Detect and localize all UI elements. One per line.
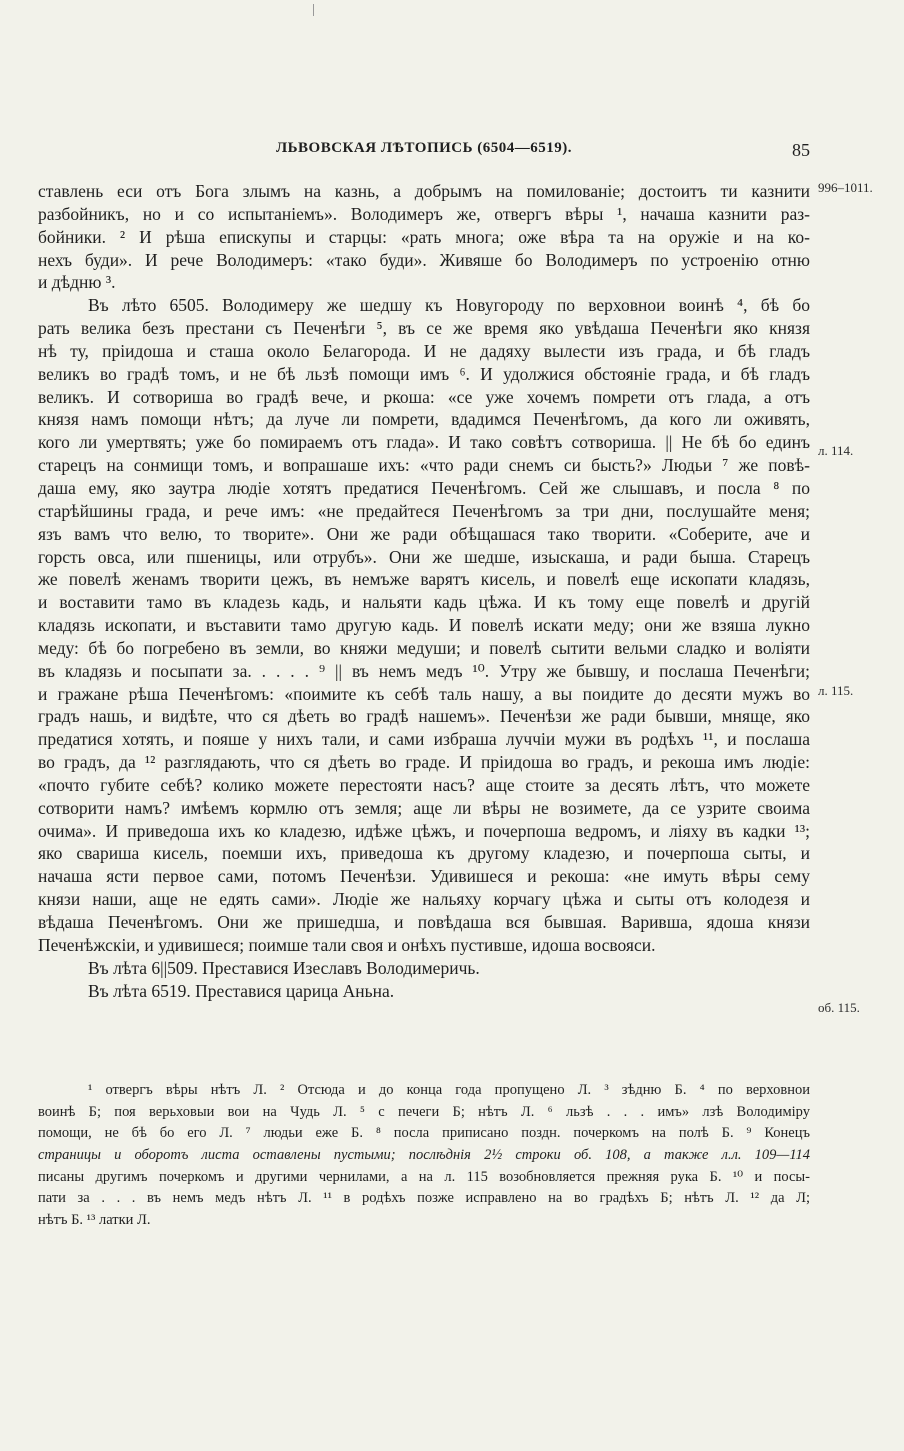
text-line: и гражане рѣша Печенѣгомъ: «поимите къ себѣ таль нашу, а вы поидите до десяти мужъ во <box>38 683 810 704</box>
text-line: Въ лѣто 6505. Володимеру же шедшу къ Новугороду по верховнои воинѣ ⁴, бѣ бо <box>88 295 810 316</box>
footnote-line: ¹ отвергъ вѣры нѣтъ Л. ² Отсюда и до конца года пропущено Л. ³ зѣдню Б. ⁴ по верховнои <box>88 1082 810 1098</box>
footnotes <box>38 1080 810 1232</box>
text-line: Въ лѣта 6||509. Преставися Изеславъ Володимеричь. <box>88 957 480 978</box>
text-line: старѣйшины града, и рече имъ: «не предайтеся Печенѣгомъ за три дни, послушайте меня; <box>38 500 810 521</box>
text-line: яко свариша кисель, поемши ихъ, приведоша къ другому кладезю, и почерпоша сыты, и <box>38 843 810 864</box>
footnote-line: нѣтъ Б. ¹³ латки Л. <box>38 1212 151 1229</box>
text-line: Печенѣжскіи, и удивишеся; поимше тали своя и онѣхъ пустивше, идоша восвояси. <box>38 934 656 955</box>
page-number: 85 <box>792 140 810 160</box>
footnote-line: писаны другимъ почеркомъ и другими чернилами, а на л. 115 возобновляется прежняя рука Б. ¹⁰ и посы- <box>38 1168 810 1185</box>
text-line: вѣдаша Печенѣгомъ. Они же пришедша, и повѣдаша вся бывшая. Варивша, ядоша князи <box>38 912 810 932</box>
text-line: очима». И приведоша ихъ ко кладезю, идѣже цѣжъ, и почерпоша ведромъ, и ліяху въ кадки ¹³; <box>38 820 810 841</box>
footnote-line: пати за . . . въ немъ медъ нѣтъ Л. ¹¹ в родѣхъ позже исправлено на во градѣхъ Б; нѣтъ Л. ¹² да Л; <box>38 1190 810 1207</box>
text-line: язъ вамъ что велю, то творите». Они же ради обѣщашася тако творити. «Соберите, аче и <box>38 523 810 544</box>
text-line: предатися хотять, и пояше у нихъ тали, и сами избраша луччіи мужи въ родѣхъ ¹¹, и послаша <box>38 729 810 750</box>
page-speck <box>313 4 314 16</box>
text-line: бойники. ² И рѣша епискупы и старцы: «рать многа; оже вѣра та на оружіе и на ко- <box>38 226 810 247</box>
text-line: меду: бѣ бо погребено въ земли, во княжи медуши; и повелѣ сытити вельми сладко и воліяти <box>38 637 810 658</box>
margin-note-leaf-115: л. 115. <box>818 683 854 698</box>
text-line: начаша ясти первое сами, потомъ Печенѣзи. Удивишеся и рекоша: «не имуть вѣры сему <box>38 866 810 887</box>
text-line: горсть овса, или пшеницы, или отрубъ». Они же шедше, изыскаша, и ради быша. Старецъ <box>38 546 810 567</box>
text-line: во градъ, да ¹² разглядають, что ся дѣеть во граде. И пріидоша во градъ, и рекоша имъ людіе: <box>38 752 810 773</box>
main-text <box>38 180 810 1002</box>
text-line: въ кладязь и посыпати за. . . . . ⁹ || въ немъ медъ ¹⁰. Утру же бывшу, и послаша Печенѣги; <box>38 660 810 681</box>
running-header: ЛЬВОВСКАЯ ЛѢТОПИСЬ (6504—6519). <box>275 140 573 156</box>
text-line: разбойникъ, но и со испытаніемъ». Володимеръ же, отвергъ вѣры ¹, начаша казнити раз- <box>38 203 810 224</box>
text-line: нѣ ту, пріидоша и сташа около Белагорода. И не дадяху вылести изъ града, и бѣ гладъ <box>38 340 810 361</box>
margin-note-years: 996–1011. <box>818 180 873 195</box>
text-line: сотворити намъ? имѣемъ кормлю отъ земля; аще ли вѣры не возимете, да се узрите своима <box>38 797 810 818</box>
footnote-line: помощи, не бѣ бо его Л. ⁷ людьи еже Б. ⁸ посла приписано поздн. почеркомъ на полѣ Б. ⁹ Конецъ <box>38 1125 810 1142</box>
text-line: же повелѣ женамъ творити цежъ, въ немъже варятъ кисель, и повелѣ еще ископати кладязь, <box>38 569 810 590</box>
margin-note-verso-115: об. 115. <box>818 1000 860 1015</box>
text-line: кладязь ископати, и въставити тамо другую кадь. И повелѣ искати меду; они же взяша лукно <box>38 615 810 636</box>
text-line: кого ли умертвять; уже бо помираемъ отъ глада». И тако совѣтъ сотвориша. || Не бѣ бо единъ <box>38 432 810 453</box>
text-line: и воставити тамо въ кладезь кадь, и нальяти кадь цѣжа. И къ тому еще повелѣ и другій <box>38 592 810 613</box>
footnote-line: воинѣ Б; поя верьховыи вои на Чудь Л. ⁵ с печеги Б; нѣтъ Л. ⁶ льзѣ . . . имъ» лзѣ Володиміру <box>38 1103 810 1120</box>
text-line: великъ во градѣ томъ, и не бѣ льзѣ помощи имъ ⁶. И удолжися обстояніе града, и бѣ гладъ <box>38 363 810 384</box>
text-line: ставлень еси отъ Бога злымъ на казнь, а добрымъ на помилованіе; достоитъ ти казнити <box>38 181 810 201</box>
text-line: «почто губите себѣ? колико можете перестояти насъ? аще стоите за десять лѣтъ, что можете <box>38 774 810 795</box>
text-line: градъ нашь, и видѣте, что ся дѣеть во градѣ нашемъ». Печенѣзи же ради бывши, мняще, яко <box>38 706 810 727</box>
text-line: князя намъ помощи нѣтъ; да луче ли помрети, вдадимся Печенѣгомъ, да кого ли оживять, <box>38 409 810 430</box>
text-line: великъ. И сотвориша во градѣ вече, и ркоша: «се уже хочемъ помрети отъ глада, а отъ <box>38 386 810 407</box>
margin-note-leaf-114: л. 114. <box>818 443 854 458</box>
footnote-line: страницы и оборотъ листа оставлены пустыми; послѣднія 2½ строки об. 108, а также л.л. 109—114 <box>38 1147 810 1164</box>
text-line: рать велика безъ престани съ Печенѣги ⁵, въ се же время яко увѣдаша Печенѣги яко князя <box>38 318 810 339</box>
text-line: даша ему, яко заутра людіе хотятъ предатися Печенѣгомъ. Сей же слышавъ, и посла ⁸ по <box>38 477 810 498</box>
text-line: и дѣдню ³. <box>38 272 116 293</box>
text-line: князи наши, аще не едять сами». Людіе же нальяху корчагу цѣжа и сыты отъ колодезя и <box>38 889 810 910</box>
text-line: нехъ буди». И рече Володимеръ: «тако буди». Живяше бо Володимеръ по устроенію отню <box>38 249 810 270</box>
text-line: старецъ на сонмищи томъ, и вопрашаше ихъ: «что ради снемъ си бысть?» Людьи ⁷ же повѣ- <box>38 455 810 476</box>
text-line: Въ лѣта 6519. Преставися царица Аньна. <box>88 980 395 1001</box>
